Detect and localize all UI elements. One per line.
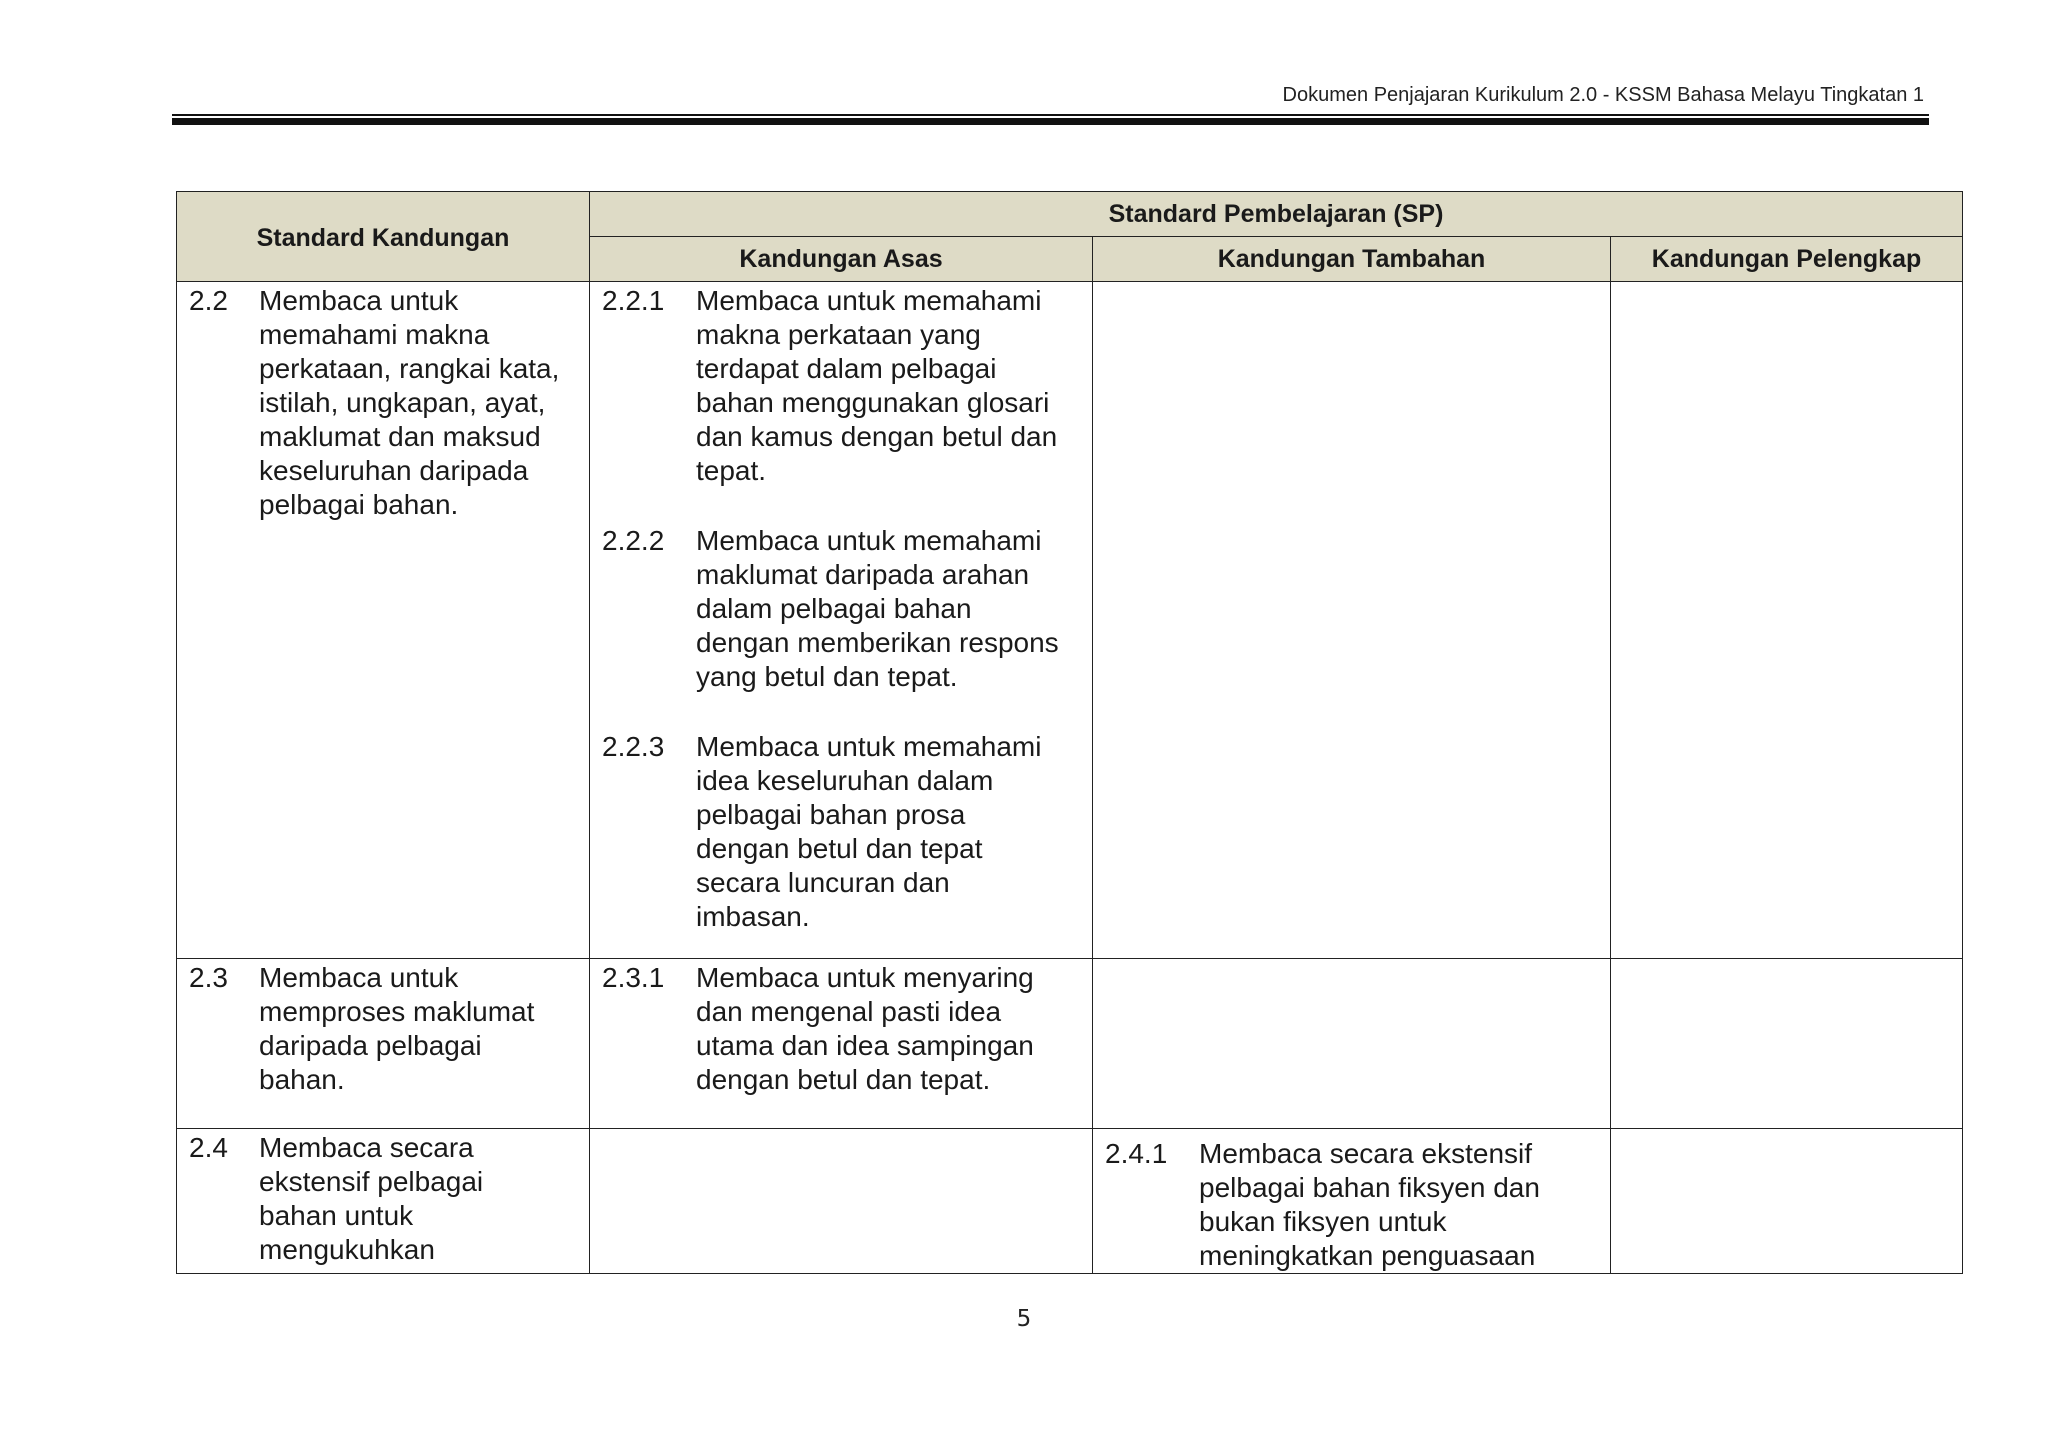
table-row <box>177 959 1963 1129</box>
cell-standard-kandungan <box>177 282 590 959</box>
header-standard-pembelajaran: Standard Pembelajaran (SP) <box>590 192 1963 237</box>
cell-standard-kandungan <box>177 1129 590 1274</box>
cell-kandungan-tambahan <box>1093 282 1611 959</box>
cell-kandungan-pelengkap <box>1611 1129 1963 1274</box>
cell-kandungan-tambahan <box>1093 959 1611 1129</box>
sp-item <box>590 282 1092 488</box>
sp-text: Membaca untuk memahami makna perkataan yang terdapat dalam pelbagai bahan menggunakan glosari dan kamus dengan betul dan tepat. <box>696 285 1058 486</box>
sp-number: 2.2.2 <box>602 525 665 556</box>
header-kandungan-pelengkap: Kandungan Pelengkap <box>1611 237 1963 282</box>
cell-kandungan-asas <box>590 282 1093 959</box>
sp-number: 2.4.1 <box>1105 1138 1168 1169</box>
sk-number: 2.4 <box>189 1132 228 1163</box>
header-kandungan-asas: Kandungan Asas <box>590 237 1093 282</box>
cell-kandungan-pelengkap <box>1611 959 1963 1129</box>
sk-item <box>177 282 589 522</box>
header-standard-kandungan <box>177 192 590 282</box>
header-kandungan-tambahan: Kandungan Tambahan <box>1093 237 1611 282</box>
sp-text: Membaca untuk memahami idea keseluruhan dalam pelbagai bahan prosa dengan betul dan tepat secara luncuran dan imbasan. <box>696 731 1042 932</box>
cell-kandungan-asas <box>590 1129 1093 1274</box>
sp-item <box>590 959 1092 1097</box>
cell-kandungan-tambahan <box>1093 1129 1611 1274</box>
header-rule-thick <box>172 118 1929 125</box>
sk-number: 2.3 <box>189 962 228 993</box>
sp-number: 2.2.3 <box>602 731 665 762</box>
sp-item <box>590 728 1092 934</box>
sp-text: Membaca secara ekstensif pelbagai bahan fiksyen dan bukan fiksyen untuk meningkatkan penguasaan <box>1199 1138 1540 1271</box>
standards-table <box>176 191 1963 1274</box>
sk-text: Membaca secara ekstensif pelbagai bahan untuk mengukuhkan <box>259 1132 484 1265</box>
document-header-title: Dokumen Penjajaran Kurikulum 2.0 - KSSM Bahasa Melayu Tingkatan 1 <box>1282 84 1924 106</box>
sk-item <box>177 1129 589 1267</box>
sk-item <box>177 959 589 1097</box>
header-standard-kandungan-label: Standard Kandungan <box>256 224 510 252</box>
sp-text: Membaca untuk menyaring dan mengenal pasti idea utama dan idea sampingan dengan betul dan tepat. <box>696 962 1034 1095</box>
cell-kandungan-pelengkap <box>1611 282 1963 959</box>
sp-item <box>1093 1129 1610 1273</box>
sp-number: 2.3.1 <box>602 962 665 993</box>
cell-standard-kandungan <box>177 959 590 1129</box>
sp-item <box>590 522 1092 694</box>
header-rule-thin <box>172 114 1929 116</box>
page-number: 5 <box>1016 1306 1032 1332</box>
sk-number: 2.2 <box>189 285 228 316</box>
sk-text: Membaca untuk memproses maklumat daripada pelbagai bahan. <box>259 962 535 1095</box>
sp-number: 2.2.1 <box>602 285 665 316</box>
cell-kandungan-asas <box>590 959 1093 1129</box>
table-row <box>177 282 1963 959</box>
table-row <box>177 1129 1963 1274</box>
sp-text: Membaca untuk memahami maklumat daripada arahan dalam pelbagai bahan dengan memberikan respons yang betul dan tepat. <box>696 525 1059 692</box>
table-header-row-1 <box>177 192 1963 237</box>
sk-text: Membaca untuk memahami makna perkataan, rangkai kata, istilah, ungkapan, ayat, maklumat dan maksud keseluruhan daripada pelbagai bahan. <box>259 285 560 520</box>
